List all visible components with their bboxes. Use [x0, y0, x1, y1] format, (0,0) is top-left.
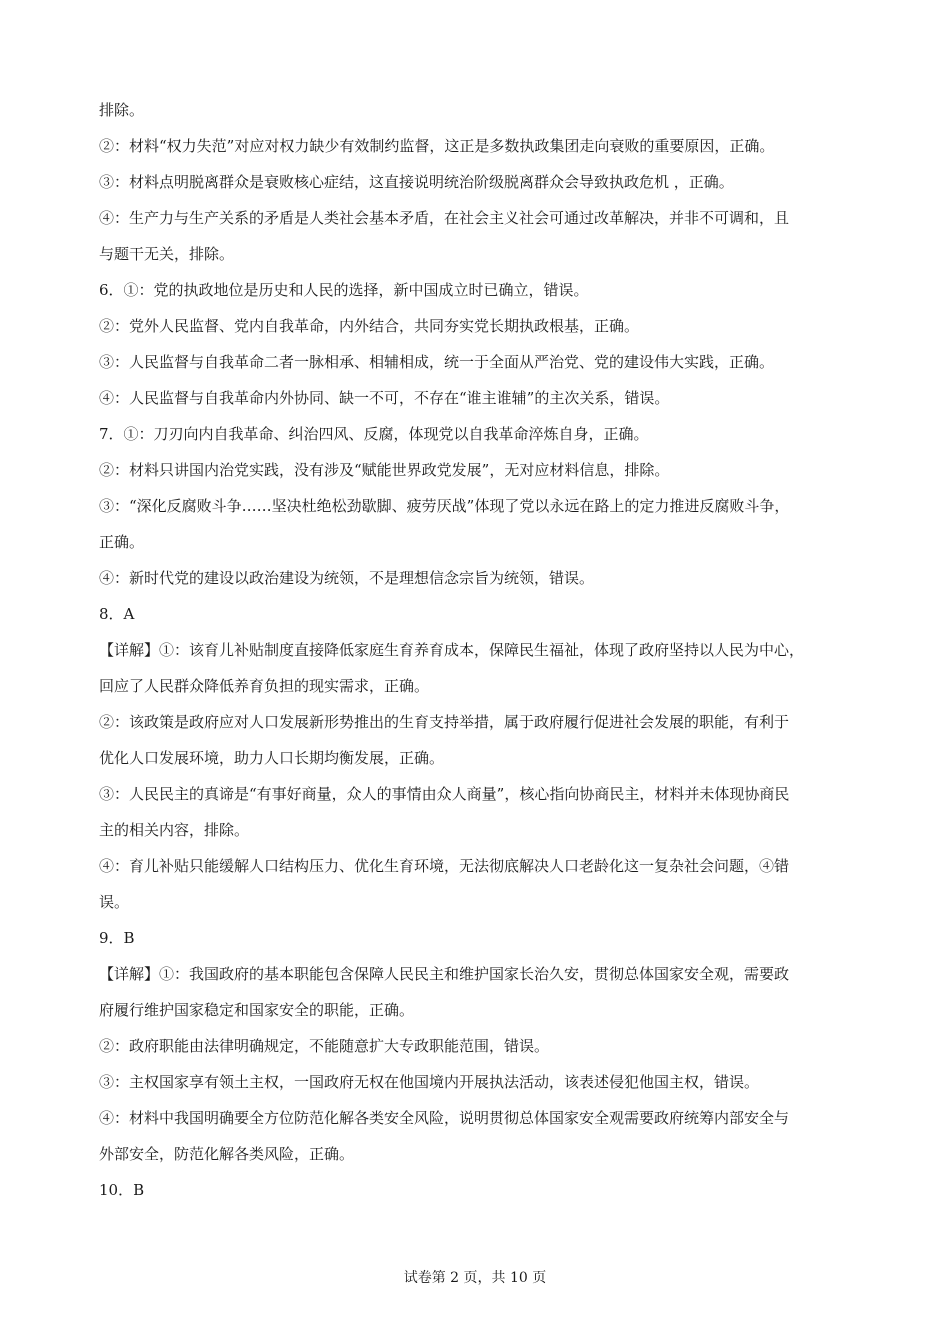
text-line: 优化人口发展环境，助力人口长期均衡发展，正确。	[99, 749, 445, 767]
text-line: ④：人民监督与自我革命内外协同、缺一不可，不存在“谁主谁辅”的主次关系，错误。	[99, 389, 670, 407]
text-line: 排除。	[99, 101, 145, 119]
text-line: 与题干无关，排除。	[99, 245, 235, 263]
text-line: ④：新时代党的建设以政治建设为统领，不是理想信念宗旨为统领，错误。	[99, 569, 595, 587]
page-footer: 试卷第 2 页，共 10 页	[403, 1270, 547, 1286]
question-6-line: 6．①：党的执政地位是历史和人民的选择，新中国成立时已确立，错误。	[99, 281, 589, 299]
text-line: 正确。	[99, 533, 145, 551]
question-9-answer: 9．B	[99, 929, 135, 947]
text-line: ③：人民监督与自我革命二者一脉相承、相辅相成，统一于全面从严治党、党的建设伟大实践，正确。	[99, 353, 775, 371]
text-line: ②：材料“权力失范”对应对权力缺少有效制约监督，这正是多数执政集团走向衰败的重要原因，正确。	[99, 137, 775, 155]
question-10-answer: 10．B	[99, 1181, 145, 1199]
text-line: 府履行维护国家稳定和国家安全的职能，正确。	[99, 1001, 415, 1019]
text-line: ④：育儿补贴只能缓解人口结构压力、优化生育环境，无法彻底解决人口老龄化这一复杂社会问题，④错	[99, 857, 790, 875]
text-line: ②：政府职能由法律明确规定，不能随意扩大专政职能范围，错误。	[99, 1037, 550, 1055]
text-line: ②：该政策是政府应对人口发展新形势推出的生育支持举措，属于政府履行促进社会发展的职能，有利于	[99, 713, 790, 731]
text-line: ④：生产力与生产关系的矛盾是人类社会基本矛盾，在社会主义社会可通过改革解决，并非不可调和，且	[99, 209, 790, 227]
text-line: 【详解】①：我国政府的基本职能包含保障人民民主和维护国家长治久安，贯彻总体国家安全观，需要政	[99, 965, 790, 983]
text-line: ④：材料中我国明确要全方位防范化解各类安全风险，说明贯彻总体国家安全观需要政府统筹内部安全与	[99, 1109, 790, 1127]
text-line: ③：“深化反腐败斗争……坚决杜绝松劲歇脚、疲劳厌战”体现了党以永远在路上的定力推进反腐败斗争，	[99, 497, 790, 515]
text-line: 回应了人民群众降低养育负担的现实需求，正确。	[99, 677, 430, 695]
question-8-answer: 8．A	[99, 605, 135, 623]
text-line: 主的相关内容，排除。	[99, 821, 250, 839]
text-line: 【详解】①：该育儿补贴制度直接降低家庭生育养育成本，保障民生福祉，体现了政府坚持以人民为中心，	[99, 641, 805, 659]
text-line: ②：党外人民监督、党内自我革命，内外结合，共同夯实党长期执政根基，正确。	[99, 317, 640, 335]
question-7-line: 7．①：刀刃向内自我革命、纠治四风、反腐，体现党以自我革命淬炼自身，正确。	[99, 425, 649, 443]
text-line: ③：材料点明脱离群众是衰败核心症结，这直接说明统治阶级脱离群众会导致执政危机 ，正确。	[99, 173, 734, 191]
text-line: ③：人民民主的真谛是“有事好商量，众人的事情由众人商量”，核心指向协商民主，材料并未体现协商民	[99, 785, 790, 803]
text-line: 误。	[99, 893, 130, 911]
text-line: ②：材料只讲国内治党实践，没有涉及“赋能世界政党发展”，无对应材料信息，排除。	[99, 461, 670, 479]
text-line: ③：主权国家享有领土主权，一国政府无权在他国境内开展执法活动，该表述侵犯他国主权，错误。	[99, 1073, 760, 1091]
text-line: 外部安全，防范化解各类风险，正确。	[99, 1145, 355, 1163]
